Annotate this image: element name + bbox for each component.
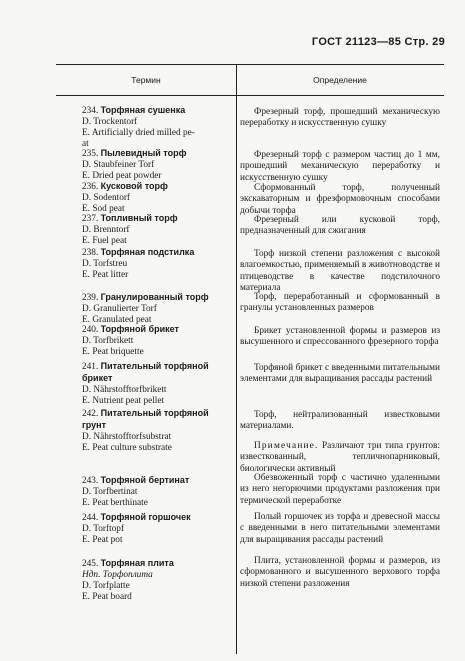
term-english: E. Sod peat	[82, 204, 125, 214]
term-name: Питательный торфяной брикет	[82, 361, 212, 383]
term-number: 244.	[82, 513, 99, 523]
term-deprecated: Ндп. Торфоплита	[82, 570, 153, 580]
term-number: 245.	[82, 559, 99, 569]
term-entry-241	[82, 361, 234, 407]
term-name: Кусковой торф	[100, 181, 168, 191]
term-name: Торфяной брикет	[100, 324, 179, 334]
definition-243: Обезвоженный торф с частично удаленными из него негорючими продуктами разложения при термической переработке	[240, 473, 440, 506]
definition-241: Торфяной брикет с введенными питательными элементами для выращивания рассады растений	[240, 363, 440, 385]
note-text: Различают три типа грунтов: известкованный, тепличнопарниковый, биологически активный	[240, 440, 440, 474]
term-number: 239.	[82, 293, 99, 303]
term-english: E. Granulated peat	[82, 315, 152, 325]
definition-235: Фрезерный торф с размером частиц до 1 мм, прошедший механическую переработку и искусственную сушку	[240, 150, 440, 183]
term-name: Торфяная плита	[100, 558, 174, 568]
definition-236: Сформованный торф, полученный экскаваторным и фрезформовочным способами добычи торфа	[240, 183, 440, 216]
term-name: Питательный торфяной грунт	[82, 408, 212, 430]
term-entry-245	[82, 558, 234, 603]
term-english: E. Peat briquette	[82, 347, 144, 357]
term-english: E. Nutrient peat pellet	[82, 396, 165, 406]
term-entry-239	[82, 292, 234, 326]
note-heading: Примечание.	[254, 440, 319, 451]
term-name: Торфяной бертинат	[100, 475, 190, 485]
column-header-definition: Определение	[313, 75, 367, 85]
term-english: E. Fuel peat	[82, 236, 127, 246]
definition-244: Полый горшочек из торфа и древесной массы с введенными в него питательными элементами для выращивания рассады растений	[240, 512, 440, 545]
term-number: 243.	[82, 476, 99, 486]
term-entry-242	[82, 408, 234, 454]
definition-234: Фрезерный торф, прошедший механическую переработку и искусственную сушку	[240, 107, 440, 129]
term-german: D. Nährstofftorfsubstrat	[82, 432, 172, 442]
term-number: 236.	[82, 182, 99, 192]
term-german: D. Granulierter Torf	[82, 304, 157, 314]
term-german: D. Torfbrikett	[82, 336, 134, 346]
term-entry-244	[82, 512, 234, 546]
term-name: Гранулированный торф	[100, 292, 209, 302]
term-name: Топливный торф	[100, 213, 178, 223]
term-german: D. Brenntorf	[82, 225, 130, 235]
term-german: D. Torfplatte	[82, 581, 130, 591]
term-english: E. Peat pot	[82, 535, 123, 545]
term-entry-237	[82, 213, 234, 247]
term-name: Торфяная подстилка	[100, 247, 195, 257]
term-entry-240	[82, 324, 234, 358]
table-top-rule	[56, 64, 444, 65]
term-entry-235	[82, 148, 234, 182]
term-number: 234.	[82, 106, 99, 116]
term-german: D. Nährstofftorfbrikett	[82, 385, 167, 395]
term-number: 237.	[82, 214, 99, 224]
term-german: D. Sodentorf	[82, 193, 131, 203]
column-header-term: Термин	[131, 75, 161, 85]
definition-245: Плита, установленной формы и размеров, из сформованного и высушенного верхового торфа низкой степени разложения	[240, 556, 440, 589]
table-column-divider	[236, 64, 237, 654]
definition-237: Фрезерный или кусковой торф, предназначенный для сжигания	[240, 215, 440, 237]
term-entry-234	[82, 105, 234, 150]
term-german: D. Torfstreu	[82, 259, 128, 269]
term-name: Торфяная сушенка	[100, 105, 186, 115]
term-number: 241.	[82, 362, 99, 372]
term-name: Торфяной горшочек	[100, 512, 191, 522]
term-english: E. Peat litter	[82, 270, 129, 280]
table-header-rule	[56, 95, 444, 96]
term-german: D. Torfbertinat	[82, 487, 138, 497]
standard-number: ГОСТ 21123—85	[311, 36, 402, 48]
term-entry-243	[82, 475, 234, 509]
term-english: E. Peat culture substrate	[82, 443, 172, 453]
term-name: Пылевидный торф	[100, 148, 187, 158]
definition-242: Торф, нейтрализованный известковыми материалами. Примечание. Различают три типа грунтов: известкованный, тепличнопарниковый, биологически активный	[240, 410, 440, 474]
definition-238: Торф низкой степени разложения с высокой влагоемкостью, применяемый в животноводстве и птицеводстве в качестве подстилочного материала	[240, 249, 440, 294]
definition-239: Торф, переработанный и сформованный в гранулы установленных размеров	[240, 292, 440, 314]
term-english: E. Peat berthinate	[82, 498, 148, 508]
term-german: D. Torftopf	[82, 524, 125, 534]
term-number: 235.	[82, 149, 99, 159]
page-number: Стр. 29	[404, 36, 445, 48]
term-german: D. Trockentorf	[82, 117, 138, 127]
term-entry-236	[82, 181, 234, 215]
term-german: D. Staubfeiner Torf	[82, 160, 155, 170]
term-number: 238.	[82, 248, 99, 258]
term-english: E. Dried peat powder	[82, 171, 162, 181]
page-header	[312, 36, 445, 48]
term-english-cont: at	[82, 139, 89, 149]
term-number: 240.	[82, 325, 99, 335]
definition-240: Брикет установленной формы и размеров из высушенного и спрессованного фрезерного торфа	[240, 326, 440, 348]
term-entry-238	[82, 247, 234, 281]
term-number: 242.	[82, 409, 99, 419]
term-english: E. Peat board	[82, 592, 132, 602]
term-english: E. Artificially dried milled pe-	[82, 128, 195, 138]
